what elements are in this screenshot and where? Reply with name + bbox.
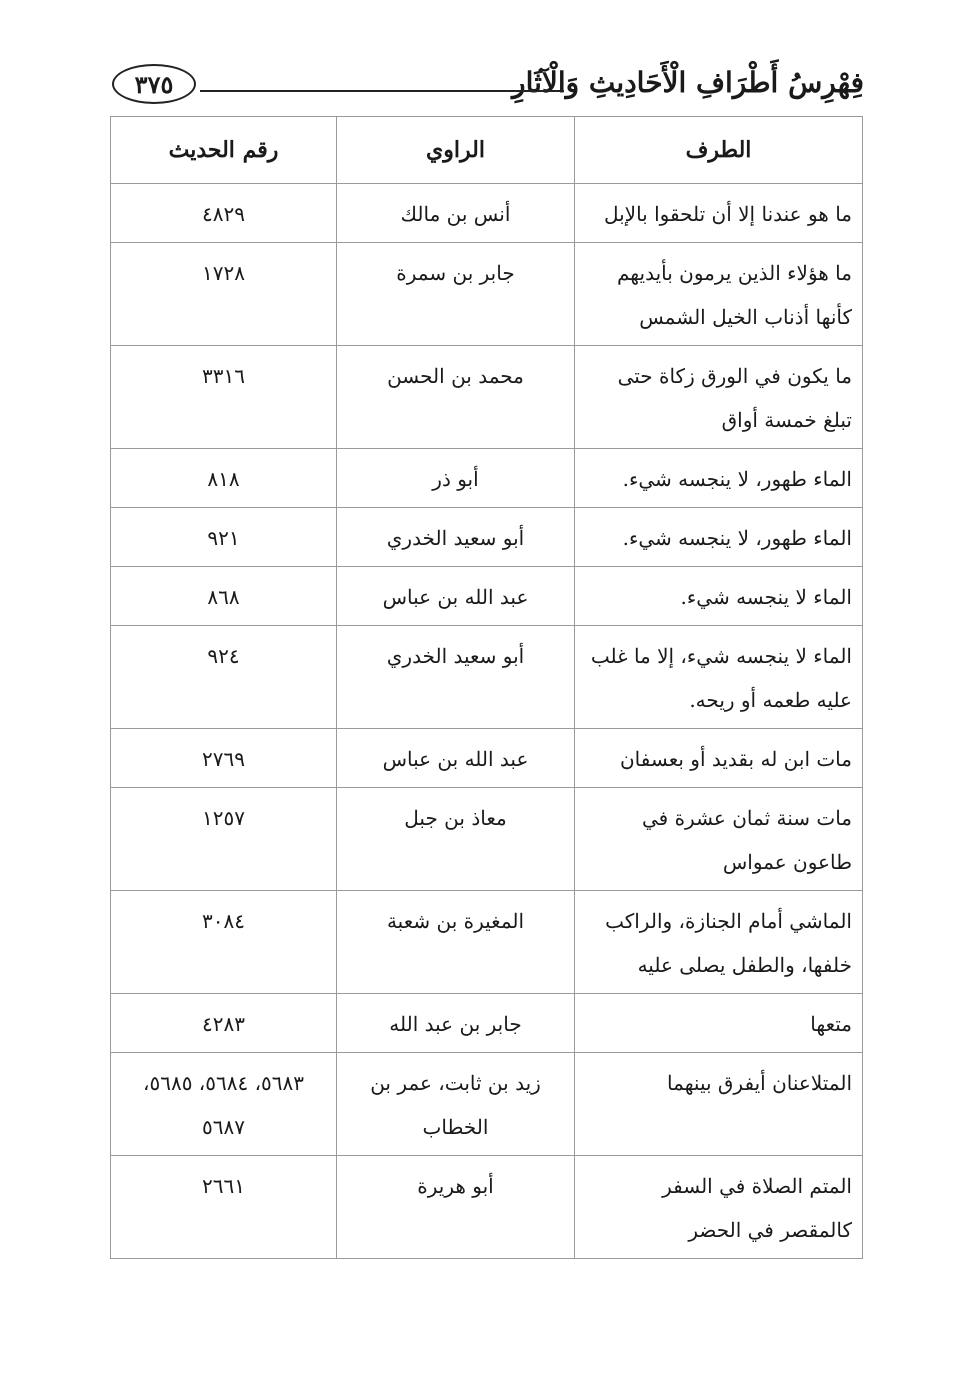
running-title: فِهْرِسُ أَطْرَافِ الْأَحَادِيثِ وَالْآثَارِ	[512, 66, 864, 99]
cell-rawi: معاذ بن جبل	[337, 788, 575, 891]
cell-taraf: الماء لا ينجسه شيء.	[575, 567, 863, 626]
header-rule	[200, 90, 564, 92]
cell-rawi: أنس بن مالك	[337, 184, 575, 243]
cell-rawi: أبو سعيد الخدري	[337, 508, 575, 567]
cell-taraf: المتلاعنان أيفرق بينهما	[575, 1053, 863, 1156]
cell-taraf: مات ابن له بقديد أو بعسفان	[575, 729, 863, 788]
cell-rawi: عبد الله بن عباس	[337, 729, 575, 788]
cell-rawi: جابر بن سمرة	[337, 243, 575, 346]
column-header-rawi: الراوي	[337, 117, 575, 184]
cell-number: ٩٢٤	[111, 626, 337, 729]
cell-number: ٥٦٨٣، ٥٦٨٤، ٥٦٨٥، ٥٦٨٧	[111, 1053, 337, 1156]
cell-taraf: ما يكون في الورق زكاة حتى تبلغ خمسة أواق	[575, 346, 863, 449]
table-row	[111, 729, 863, 788]
cell-taraf: الماء طهور، لا ينجسه شيء.	[575, 508, 863, 567]
cell-number: ١٧٢٨	[111, 243, 337, 346]
cell-taraf: الماء طهور، لا ينجسه شيء.	[575, 449, 863, 508]
table-row	[111, 184, 863, 243]
cell-rawi: زيد بن ثابت، عمر بن الخطاب	[337, 1053, 575, 1156]
cell-rawi: عبد الله بن عباس	[337, 567, 575, 626]
table-row	[111, 788, 863, 891]
cell-number: ٨٦٨	[111, 567, 337, 626]
cell-number: ٨١٨	[111, 449, 337, 508]
cell-taraf: الماشي أمام الجنازة، والراكب خلفها، والطفل يصلى عليه	[575, 891, 863, 994]
cell-taraf: مات سنة ثمان عشرة في طاعون عمواس	[575, 788, 863, 891]
table-row	[111, 1156, 863, 1259]
table-row	[111, 508, 863, 567]
cell-taraf: المتم الصلاة في السفر كالمقصر في الحضر	[575, 1156, 863, 1259]
cell-rawi: أبو هريرة	[337, 1156, 575, 1259]
cell-number: ٢٦٦١	[111, 1156, 337, 1259]
cell-taraf: الماء لا ينجسه شيء، إلا ما غلب عليه طعمه أو ريحه.	[575, 626, 863, 729]
column-header-taraf: الطرف	[575, 117, 863, 184]
table-row	[111, 994, 863, 1053]
cell-rawi: أبو ذر	[337, 449, 575, 508]
table-row	[111, 449, 863, 508]
column-header-number: رقم الحديث	[111, 117, 337, 184]
cell-number: ١٢٥٧	[111, 788, 337, 891]
cell-taraf: ما هؤلاء الذين يرمون بأيديهم كأنها أذناب الخيل الشمس	[575, 243, 863, 346]
cell-number: ٤٢٨٣	[111, 994, 337, 1053]
table-row	[111, 1053, 863, 1156]
cell-rawi: جابر بن عبد الله	[337, 994, 575, 1053]
page-header	[112, 62, 864, 114]
cell-number: ٤٨٢٩	[111, 184, 337, 243]
cell-number: ٣٠٨٤	[111, 891, 337, 994]
table-row	[111, 243, 863, 346]
table-row	[111, 891, 863, 994]
table-header-row	[111, 117, 863, 184]
cell-rawi: محمد بن الحسن	[337, 346, 575, 449]
hadith-index-table	[110, 116, 863, 1259]
cell-number: ٩٢١	[111, 508, 337, 567]
cell-taraf: ما هو عندنا إلا أن تلحقوا بالإبل	[575, 184, 863, 243]
table-row	[111, 626, 863, 729]
cell-taraf: متعها	[575, 994, 863, 1053]
cell-number: ٢٧٦٩	[111, 729, 337, 788]
page-number: ٣٧٥	[112, 64, 196, 104]
cell-rawi: المغيرة بن شعبة	[337, 891, 575, 994]
cell-number: ٣٣١٦	[111, 346, 337, 449]
index-table-container	[110, 116, 862, 1259]
cell-rawi: أبو سعيد الخدري	[337, 626, 575, 729]
table-row	[111, 567, 863, 626]
table-row	[111, 346, 863, 449]
